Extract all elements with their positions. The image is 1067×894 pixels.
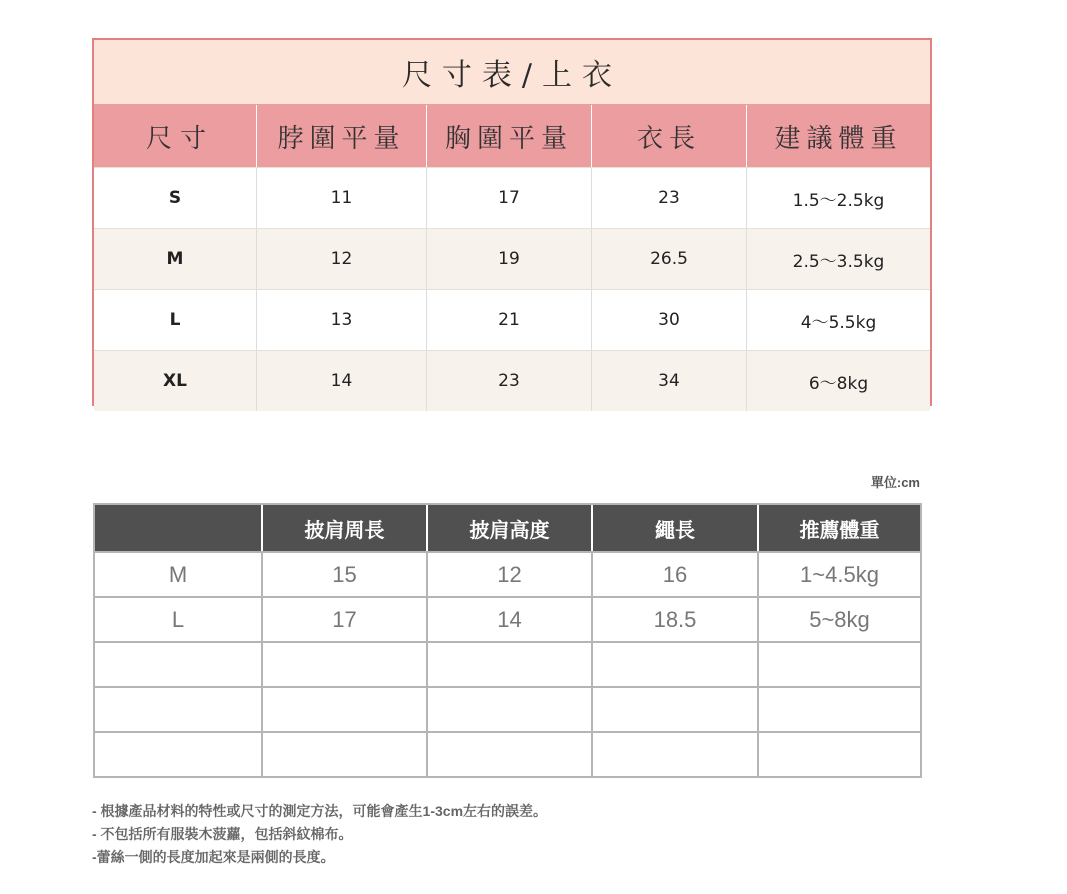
note-line: - 不包括所有服裝木菠蘿，包括斜紋棉布。 [92, 826, 353, 842]
table-cell-empty [426, 641, 591, 686]
table-cell-empty [591, 686, 757, 731]
table-cell: 26.5 [591, 228, 746, 289]
table-cell-empty [757, 686, 920, 731]
table-cell: L [94, 289, 256, 350]
table-cell: 30 [591, 289, 746, 350]
table-cell-empty [426, 731, 591, 776]
table-cell: 14 [256, 350, 426, 411]
table-cell-empty [757, 731, 920, 776]
table-cell-empty [95, 641, 261, 686]
size-table-bottom [93, 503, 922, 778]
table-cell: 2.5～3.5kg [746, 228, 930, 289]
table-cell-empty [261, 731, 426, 776]
table-cell: 12 [426, 551, 591, 596]
note-line: - 根據產品材料的特性或尺寸的測定方法，可能會產生1-3cm左右的誤差。 [92, 803, 548, 819]
table-cell: 6～8kg [746, 350, 930, 411]
table-cell: 17 [426, 167, 591, 228]
table-cell: 17 [261, 596, 426, 641]
table-cell: 15 [261, 551, 426, 596]
table-cell: M [95, 551, 261, 596]
header-neck: 脖圍平量 [256, 105, 426, 167]
table-cell-empty [95, 731, 261, 776]
note-line: -蕾絲一側的長度加起來是兩側的長度。 [92, 849, 335, 865]
table-cell: 5~8kg [757, 596, 920, 641]
header-cape-circumference: 披肩周長 [261, 505, 426, 551]
table-cell: 4～5.5kg [746, 289, 930, 350]
table-cell-empty [426, 686, 591, 731]
table-cell: 1~4.5kg [757, 551, 920, 596]
table-cell: 13 [256, 289, 426, 350]
table-cell-empty [261, 641, 426, 686]
table-cell: M [94, 228, 256, 289]
header-length: 衣長 [591, 105, 746, 167]
table-cell: S [94, 167, 256, 228]
table-cell: 11 [256, 167, 426, 228]
table-cell-empty [757, 641, 920, 686]
table-cell: L [95, 596, 261, 641]
size-table-top [92, 38, 932, 406]
table-cell-empty [95, 686, 261, 731]
header-recommended-weight: 推薦體重 [757, 505, 920, 551]
header-weight: 建議體重 [746, 105, 930, 167]
header-rope-length: 繩長 [591, 505, 757, 551]
table-cell: 19 [426, 228, 591, 289]
size-table-top-grid [94, 105, 930, 411]
table-cell: 21 [426, 289, 591, 350]
table-cell: XL [94, 350, 256, 411]
header-size: 尺寸 [94, 105, 256, 167]
table-cell: 1.5～2.5kg [746, 167, 930, 228]
table-cell: 18.5 [591, 596, 757, 641]
table-cell: 16 [591, 551, 757, 596]
header-cape-height: 披肩高度 [426, 505, 591, 551]
table-cell-empty [591, 641, 757, 686]
size-table-title: 尺寸表/上衣 [94, 40, 930, 105]
unit-label: 單位:cm [870, 475, 920, 490]
table-cell-empty [261, 686, 426, 731]
table-cell: 12 [256, 228, 426, 289]
header-chest: 胸圍平量 [426, 105, 591, 167]
header-blank [95, 505, 261, 551]
table-cell-empty [591, 731, 757, 776]
table-cell: 34 [591, 350, 746, 411]
table-cell: 23 [591, 167, 746, 228]
table-cell: 14 [426, 596, 591, 641]
table-cell: 23 [426, 350, 591, 411]
notes [92, 800, 792, 869]
